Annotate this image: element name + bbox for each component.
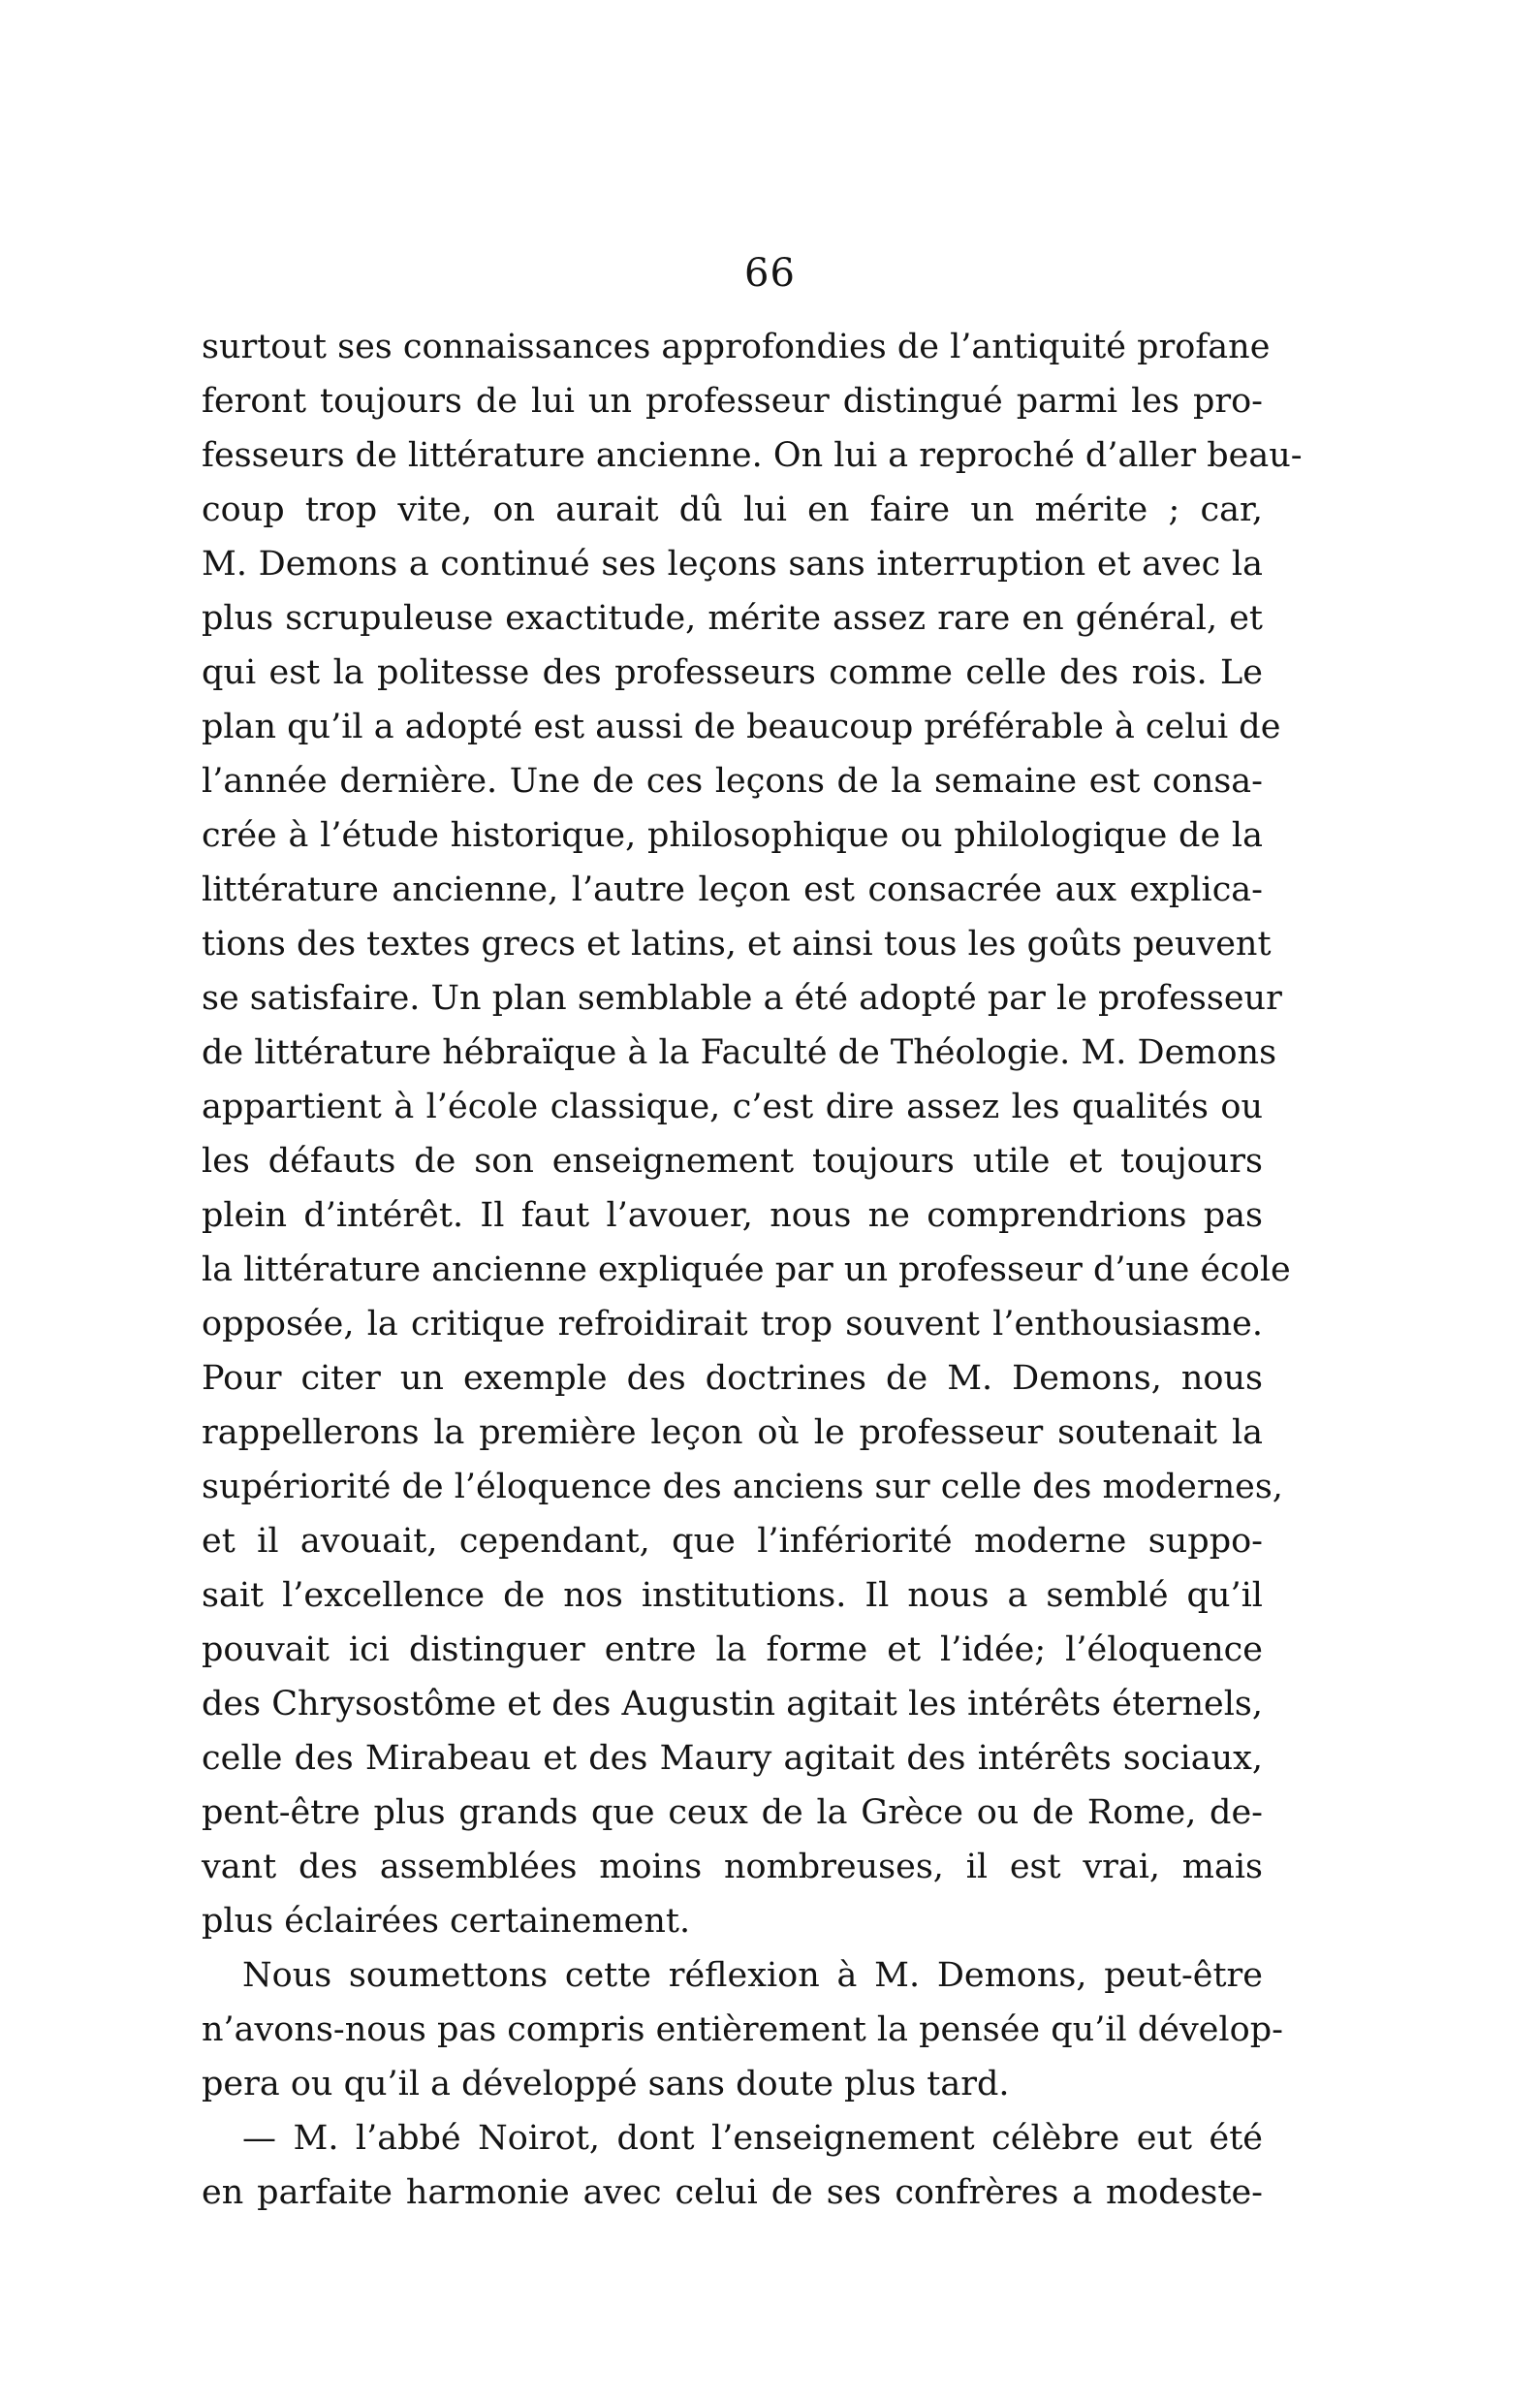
text-line: fesseurs de littérature ancienne. On lui a reproché d’aller beau- — [202, 436, 1303, 475]
text-line: Pour citer un exemple des doctrines de M. Demons, nous — [202, 1359, 1263, 1398]
text-line: feront toujours de lui un professeur distingué parmi les pro- — [202, 382, 1263, 421]
text-line: plus scrupuleuse exactitude, mérite assez rare en général, et — [202, 599, 1263, 638]
text-line: coup trop vite, on aurait dû lui en faire un mérite ; car, — [202, 490, 1263, 529]
paragraph-start-line: — M. l’abbé Noirot, dont l’enseignement célèbre eut été — [242, 2119, 1263, 2158]
text-line: M. Demons a continué ses leçons sans interruption et avec la — [202, 545, 1263, 584]
text-line: l’année dernière. Une de ces leçons de la semaine est consa- — [202, 762, 1263, 801]
page-number: 66 — [744, 251, 796, 296]
text-line: se satisfaire. Un plan semblable a été adopté par le professeur — [202, 979, 1282, 1018]
text-line: appartient à l’école classique, c’est dire assez les qualités ou — [202, 1088, 1263, 1126]
text-line: plein d’intérêt. Il faut l’avouer, nous ne comprendrions pas — [202, 1196, 1263, 1235]
text-line: vant des assemblées moins nombreuses, il est vrai, mais — [202, 1848, 1263, 1886]
paragraph-start-line: Nous soumettons cette réflexion à M. Demons, peut-être — [242, 1956, 1263, 1995]
text-line: les défauts de son enseignement toujours utile et toujours — [202, 1142, 1263, 1181]
paragraph-end-line: plus éclairées certainement. — [202, 1902, 691, 1941]
text-line: pouvait ici distinguer entre la forme et l’idée; l’éloquence — [202, 1630, 1263, 1669]
text-line: littérature ancienne, l’autre leçon est consacrée aux explica- — [202, 870, 1263, 909]
text-line: de littérature hébraïque à la Faculté de Théologie. M. Demons — [202, 1033, 1277, 1072]
text-line: rappellerons la première leçon où le professeur soutenait la — [202, 1413, 1263, 1452]
text-line: opposée, la critique refroidirait trop souvent l’enthousiasme. — [202, 1305, 1263, 1344]
text-line: pent-être plus grands que ceux de la Grèce ou de Rome, de- — [202, 1793, 1263, 1832]
text-line: supériorité de l’éloquence des anciens sur celle des modernes, — [202, 1468, 1283, 1506]
text-line: en parfaite harmonie avec celui de ses confrères a modeste- — [202, 2173, 1263, 2212]
text-line: tions des textes grecs et latins, et ainsi tous les goûts peuvent — [202, 925, 1272, 964]
text-line: la littérature ancienne expliquée par un professeur d’une école — [202, 1250, 1291, 1289]
text-line: sait l’excellence de nos institutions. Il nous a semblé qu’il — [202, 1576, 1263, 1615]
text-line: crée à l’étude historique, philosophique ou philologique de la — [202, 816, 1263, 855]
paragraph-end-line: pera ou qu’il a développé sans doute plus tard. — [202, 2065, 1010, 2103]
body-text — [202, 320, 1303, 2220]
text-line: n’avons-nous pas compris entièrement la pensée qu’il dévelop- — [202, 2010, 1283, 2049]
text-line: et il avouait, cependant, que l’infériorité moderne suppo- — [202, 1522, 1263, 1561]
text-line: plan qu’il a adopté est aussi de beaucoup préférable à celui de — [202, 708, 1281, 746]
text-line: celle des Mirabeau et des Maury agitait des intérêts sociaux, — [202, 1739, 1263, 1778]
text-line: des Chrysostôme et des Augustin agitait les intérêts éternels, — [202, 1685, 1263, 1723]
text-line: qui est la politesse des professeurs comme celle des rois. Le — [202, 653, 1263, 692]
text-line: surtout ses connaissances approfondies de l’antiquité profane — [202, 328, 1271, 366]
